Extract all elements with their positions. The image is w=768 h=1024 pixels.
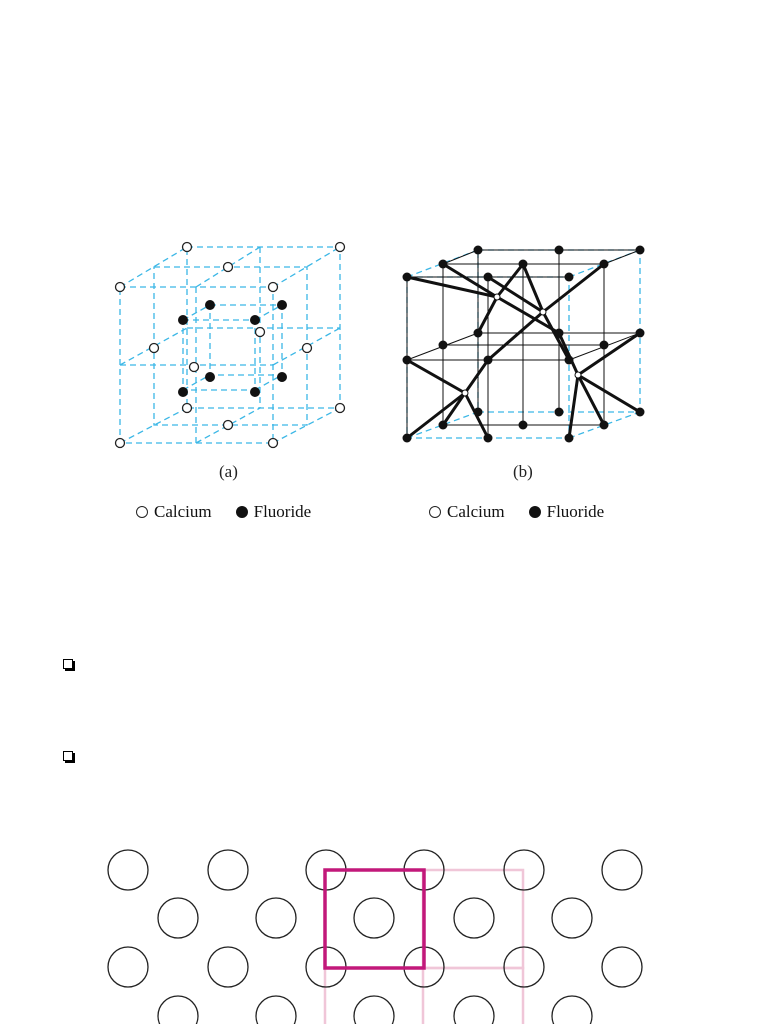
lattice-point (208, 850, 248, 890)
fluoride-filled-circle-icon (236, 506, 248, 518)
lattice-point (158, 996, 198, 1024)
lattice-point (354, 996, 394, 1024)
fluoride-atom (484, 273, 493, 282)
fluoride-atom (439, 421, 448, 430)
legend-fluoride-label: Fluoride (253, 502, 312, 521)
lattice-point (454, 996, 494, 1024)
fluoride-atom (403, 273, 412, 282)
lattice-point (602, 850, 642, 890)
fluoride-atom (403, 356, 412, 365)
lattice-point (552, 996, 592, 1024)
fluoride-atom (636, 246, 645, 255)
calcium-open-circle-icon (136, 506, 148, 518)
fluoride-atom (565, 356, 574, 365)
fluoride-atom (600, 421, 609, 430)
fluoride-atom (555, 246, 564, 255)
fluoride-atom (565, 273, 574, 282)
fluorite-unit-cell-diagram-a (100, 230, 360, 460)
calcium-atom (269, 439, 278, 448)
calcium-atom (336, 404, 345, 413)
calcium-atom (224, 421, 233, 430)
figure-b-caption: (b) (513, 462, 533, 481)
calcium-atom (540, 309, 546, 315)
lattice-point (552, 898, 592, 938)
calcium-atom (150, 344, 159, 353)
fluorite-bonded-lattice-diagram-b (395, 240, 655, 450)
calcium-atom (224, 263, 233, 272)
fluoride-atom (250, 387, 260, 397)
fluoride-atom (555, 408, 564, 417)
calcium-atom (183, 243, 192, 252)
lattice-point (256, 898, 296, 938)
checkbox-icon[interactable] (63, 659, 73, 669)
lattice-point (602, 947, 642, 987)
lattice-point (256, 996, 296, 1024)
fluoride-atom (439, 341, 448, 350)
fluoride-atom (519, 421, 528, 430)
fluoride-atom (565, 434, 574, 443)
lattice-point (354, 898, 394, 938)
lattice-point (108, 850, 148, 890)
fluoride-atom (277, 372, 287, 382)
checkbox-icon[interactable] (63, 751, 73, 761)
fluoride-atom (474, 408, 483, 417)
fluoride-atom (636, 408, 645, 417)
fluoride-atom (600, 341, 609, 350)
fluoride-atom (555, 329, 564, 338)
lattice-point (208, 947, 248, 987)
lattice-point (454, 898, 494, 938)
calcium-atom (575, 372, 581, 378)
calcium-atom (303, 344, 312, 353)
calcium-atom (256, 328, 265, 337)
legend-fluoride-label: Fluoride (546, 502, 605, 521)
figure-b-legend (429, 502, 604, 522)
fluoride-atom (600, 260, 609, 269)
fluoride-atom (178, 315, 188, 325)
legend-calcium-label: Calcium (154, 502, 212, 521)
fluoride-atom (178, 387, 188, 397)
fluoride-atom (474, 329, 483, 338)
fluoride-atom (484, 356, 493, 365)
calcium-open-circle-icon (429, 506, 441, 518)
calcium-atom (494, 294, 500, 300)
figure-a-legend (136, 502, 311, 522)
fluoride-atom (474, 246, 483, 255)
two-dimensional-lattice-diagram (100, 840, 660, 1024)
calcium-atom (336, 243, 345, 252)
calcium-atom (190, 363, 199, 372)
fluoride-atom (250, 315, 260, 325)
calcium-atom (269, 283, 278, 292)
calcium-atom (116, 439, 125, 448)
lattice-point (108, 947, 148, 987)
fluoride-atom (403, 434, 412, 443)
fluoride-atom (205, 372, 215, 382)
calcium-atom (116, 283, 125, 292)
lattice-point (158, 898, 198, 938)
fluoride-atom (277, 300, 287, 310)
calcium-atom (183, 404, 192, 413)
fluoride-atom (439, 260, 448, 269)
fluoride-filled-circle-icon (529, 506, 541, 518)
fluoride-atom (205, 300, 215, 310)
legend-calcium-label: Calcium (447, 502, 505, 521)
calcium-atom (462, 390, 468, 396)
figure-a-caption: (a) (219, 462, 238, 481)
fluoride-atom (519, 260, 528, 269)
fluoride-atom (484, 434, 493, 443)
fluoride-atom (636, 329, 645, 338)
